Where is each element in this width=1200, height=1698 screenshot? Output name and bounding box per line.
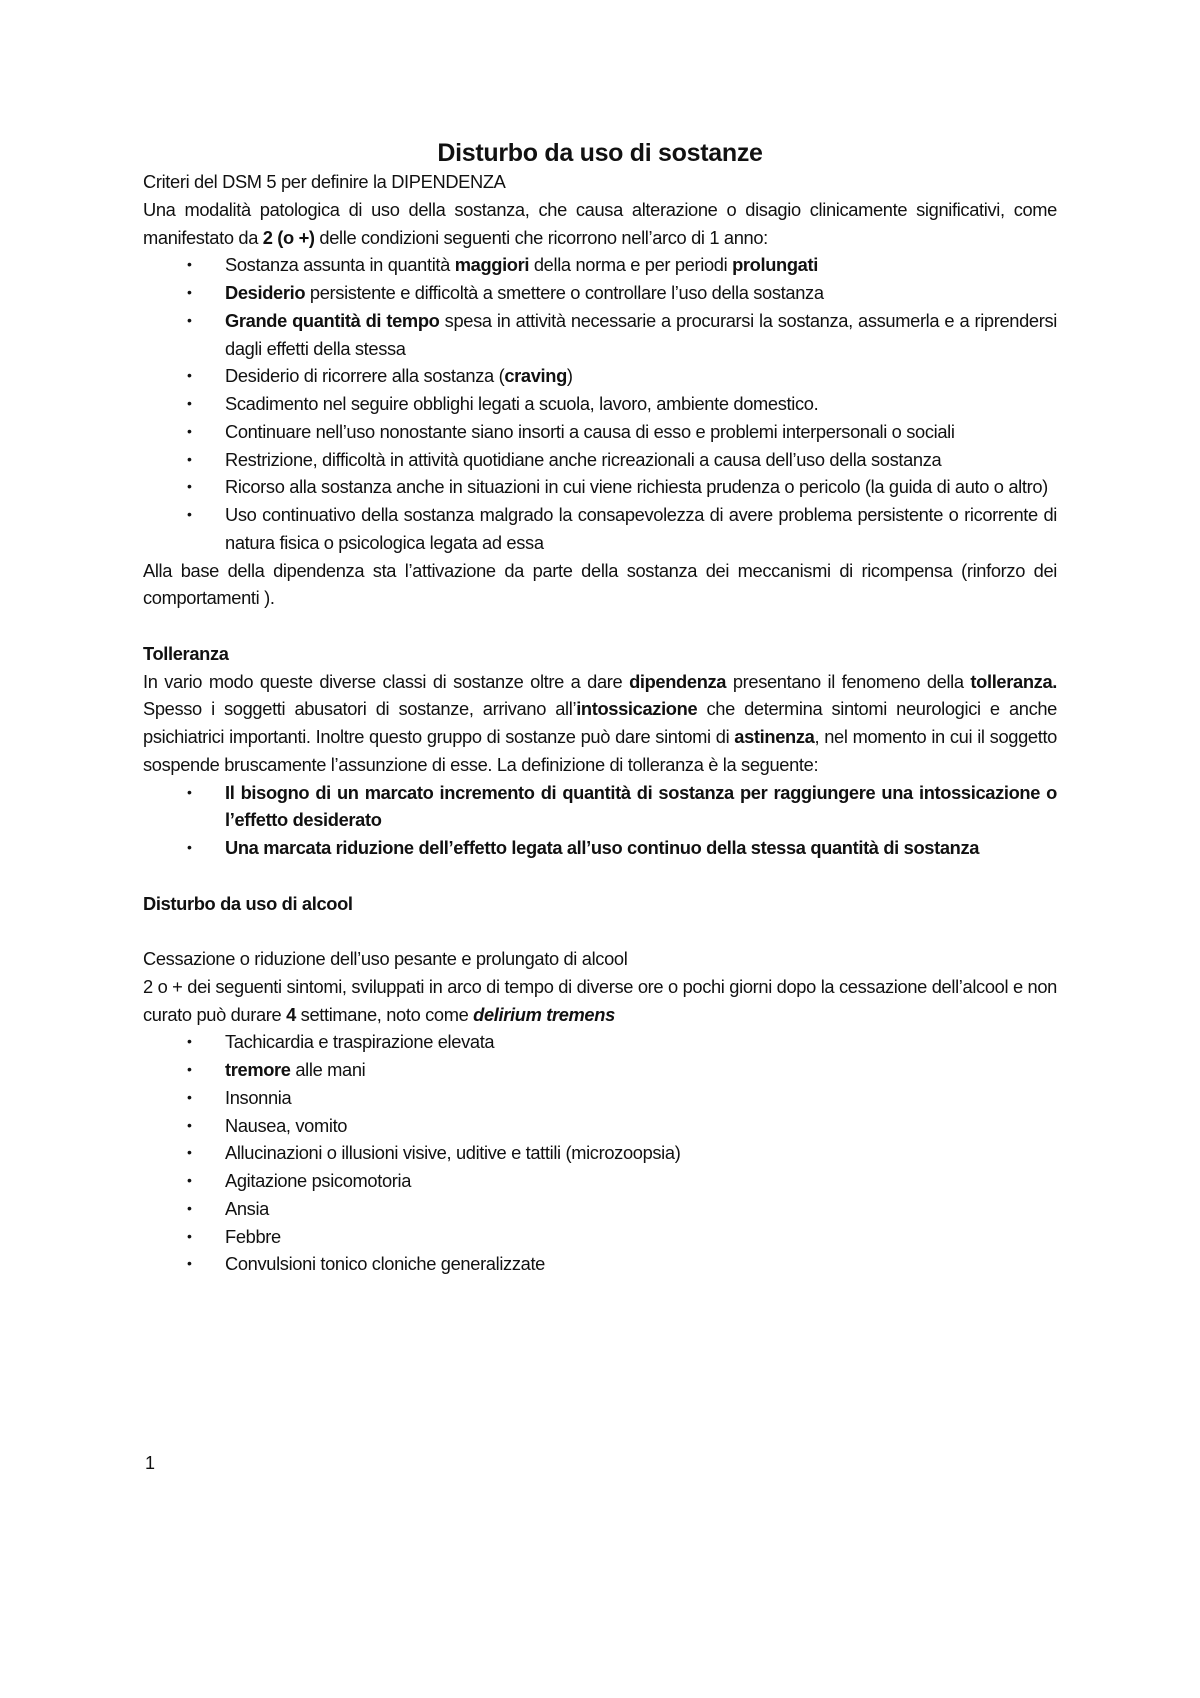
bold-text: maggiori [454, 254, 530, 276]
bullet-list [143, 1028, 1057, 1278]
bullet-icon: • [187, 1255, 192, 1272]
text-run: Ricorso alla sostanza anche in situazioni in cui viene richiesta prudenza o pericolo (la guida di auto o altro) [225, 476, 1048, 498]
list-item [143, 418, 1057, 446]
page-number: 1 [145, 1453, 156, 1473]
text-run: Criteri del DSM 5 per definire la DIPENDENZA [143, 171, 506, 192]
bold-text: Disturbo da uso di alcool [143, 892, 353, 914]
bold-text: Il bisogno di un marcato incremento di quantità di sostanza per raggiungere una intossicazione o l’effetto desiderato [225, 781, 1057, 831]
bullet-list [143, 779, 1057, 862]
bullet-icon: • [187, 1061, 192, 1077]
bold-text: craving [504, 365, 567, 387]
bold-text: Tolleranza [143, 642, 229, 664]
bullet-icon: • [187, 1116, 192, 1133]
text-run: Scadimento nel seguire obblighi legati a scuola, lavoro, ambiente domestico. [225, 393, 819, 414]
paragraph [143, 945, 1057, 973]
bullet-icon: • [187, 367, 192, 384]
paragraph [143, 668, 1057, 779]
bold-text: delirium tremens [473, 1003, 615, 1025]
list-item [143, 1195, 1057, 1223]
text-run: , nel momento in cui il soggetto sospende bruscamente l’assunzione di esse. La definizione di tolleranza è la seguente: [143, 726, 1057, 775]
list-item [143, 1139, 1057, 1167]
bullet-icon: • [187, 1199, 192, 1216]
text-run: settimane, noto come [295, 1003, 474, 1025]
bullet-icon: • [187, 450, 192, 467]
bullet-icon: • [187, 839, 192, 855]
bold-text: astinenza [734, 726, 815, 747]
text-run: persistente e difficoltà a smettere o controllare l’uso della sostanza [305, 282, 824, 303]
text-run: della norma e per periodi [529, 254, 733, 276]
bullet-icon: • [187, 256, 192, 273]
bullet-list [143, 251, 1057, 556]
bold-text: Una marcata riduzione dell’effetto legata all’uso continuo della stessa quantità di sostanza [225, 837, 980, 858]
bullet-icon: • [187, 422, 192, 439]
text-run: Sostanza assunta [225, 254, 370, 276]
list-item [143, 1084, 1057, 1112]
list-item [143, 501, 1057, 557]
bullet-icon: • [187, 1088, 192, 1105]
text-run: In vario modo queste diverse classi di sostanze oltre a dare [143, 670, 630, 692]
blank-line [143, 917, 1057, 945]
text-run: Insonnia [225, 1086, 292, 1108]
bold-text: Grande quantità di tempo [225, 309, 440, 331]
bold-text: dipendenza [629, 670, 727, 692]
paragraph [143, 973, 1057, 1029]
list-item [143, 1167, 1057, 1195]
list-item [143, 362, 1057, 390]
bold-text: prolungati [732, 254, 818, 276]
text-run: in quantità [369, 254, 455, 276]
list-item [143, 834, 1057, 862]
text-run: Una modalità patologica di uso della sostanza, che causa alterazione o disagio clinicamente significativi, come manifestato da [143, 198, 1057, 248]
text-run: Agitazione psicomotoria [225, 1170, 412, 1191]
bullet-icon: • [187, 506, 192, 522]
bold-text: 2 (o +) [262, 226, 315, 248]
text-run: Tachicardia e traspirazione elevata [225, 1031, 495, 1053]
text-run: che determina sintomi neurologici e anche psichiatrici importanti. Inoltre questo gruppo di sostanze può dare sintomi di [143, 698, 1057, 747]
list-item [143, 1250, 1057, 1278]
list-item [143, 446, 1057, 474]
list-item [143, 473, 1057, 501]
text-run: Allucinazioni o illusioni visive, uditive e tattili (microzoopsia) [225, 1142, 681, 1164]
text-run: Alla base della dipendenza sta l’attivazione da parte della sostanza dei meccanismi di ricompensa (rinforzo dei comportamenti ). [143, 559, 1057, 609]
text-run: Spesso i soggetti abusatori di sostanze, arrivano all’ [143, 698, 577, 720]
list-item [143, 279, 1057, 307]
list-item [143, 1112, 1057, 1140]
bold-text: 4 [286, 1003, 296, 1025]
bold-text: tremore [225, 1059, 291, 1080]
list-item [143, 1056, 1057, 1084]
text-run: presentano il fenomeno della [726, 670, 971, 692]
text-run: delle condizioni seguenti che ricorrono nell’arco di 1 anno: [314, 226, 768, 248]
list-item [143, 251, 1057, 279]
blank-line [143, 862, 1057, 890]
text-run: spesa in attività necessarie a procurarsi la sostanza, assumerla e a riprendersi dagli effetti della stessa [225, 309, 1057, 359]
bullet-icon: • [187, 1144, 192, 1161]
bullet-icon: • [187, 284, 192, 300]
text-run: Desiderio di ricorrere alla sostanza ( [225, 365, 505, 387]
blank-line [143, 612, 1057, 640]
paragraph [143, 168, 1057, 196]
text-run: Ansia [225, 1197, 269, 1219]
paragraph [143, 196, 1057, 252]
text-run: 2 o + dei seguenti sintomi, sviluppati in arco di tempo di diverse ore o pochi giorni dopo la cessazione dell’alcool e non curato può durare [143, 975, 1057, 1025]
bullet-icon: • [187, 311, 192, 328]
list-item [143, 779, 1057, 835]
bullet-icon: • [187, 1227, 192, 1244]
bullet-icon: • [187, 1033, 192, 1050]
bullet-icon: • [187, 395, 192, 411]
text-run: Continuare nell’uso nonostante siano insorti a causa di esso e problemi interpersonali o sociali [225, 420, 955, 442]
bold-text: tolleranza. [970, 670, 1057, 692]
paragraph [143, 890, 1057, 918]
text-run: alle mani [290, 1059, 366, 1080]
text-run: Nausea, vomito [225, 1114, 348, 1136]
text-run: Uso continuativo della sostanza malgrado la consapevolezza di avere problema persistente o ricorrente di natura fisica o psicologica legata ad essa [225, 504, 1057, 553]
bullet-icon: • [187, 783, 192, 800]
text-run: Convulsioni tonico cloniche generalizzate [225, 1253, 545, 1275]
bold-text: Desiderio [225, 282, 306, 303]
text-run: Cessazione o riduzione dell’uso pesante e prolungato di alcool [143, 948, 628, 969]
paragraph [143, 640, 1057, 668]
document-body [143, 168, 1057, 1278]
list-item [143, 307, 1057, 363]
document-title: Disturbo da uso di sostanze [437, 139, 763, 167]
bullet-icon: • [187, 1172, 192, 1188]
bullet-icon: • [187, 478, 192, 495]
bold-text: intossicazione [576, 698, 698, 720]
list-item [143, 1028, 1057, 1056]
paragraph [143, 557, 1057, 613]
list-item [143, 390, 1057, 418]
text-run: Restrizione, difficoltà in attività quotidiane anche ricreazionali a causa dell’uso della sostanza [225, 448, 942, 470]
text-run: Febbre [225, 1225, 281, 1247]
text-run: ) [566, 365, 573, 387]
list-item [143, 1223, 1057, 1251]
